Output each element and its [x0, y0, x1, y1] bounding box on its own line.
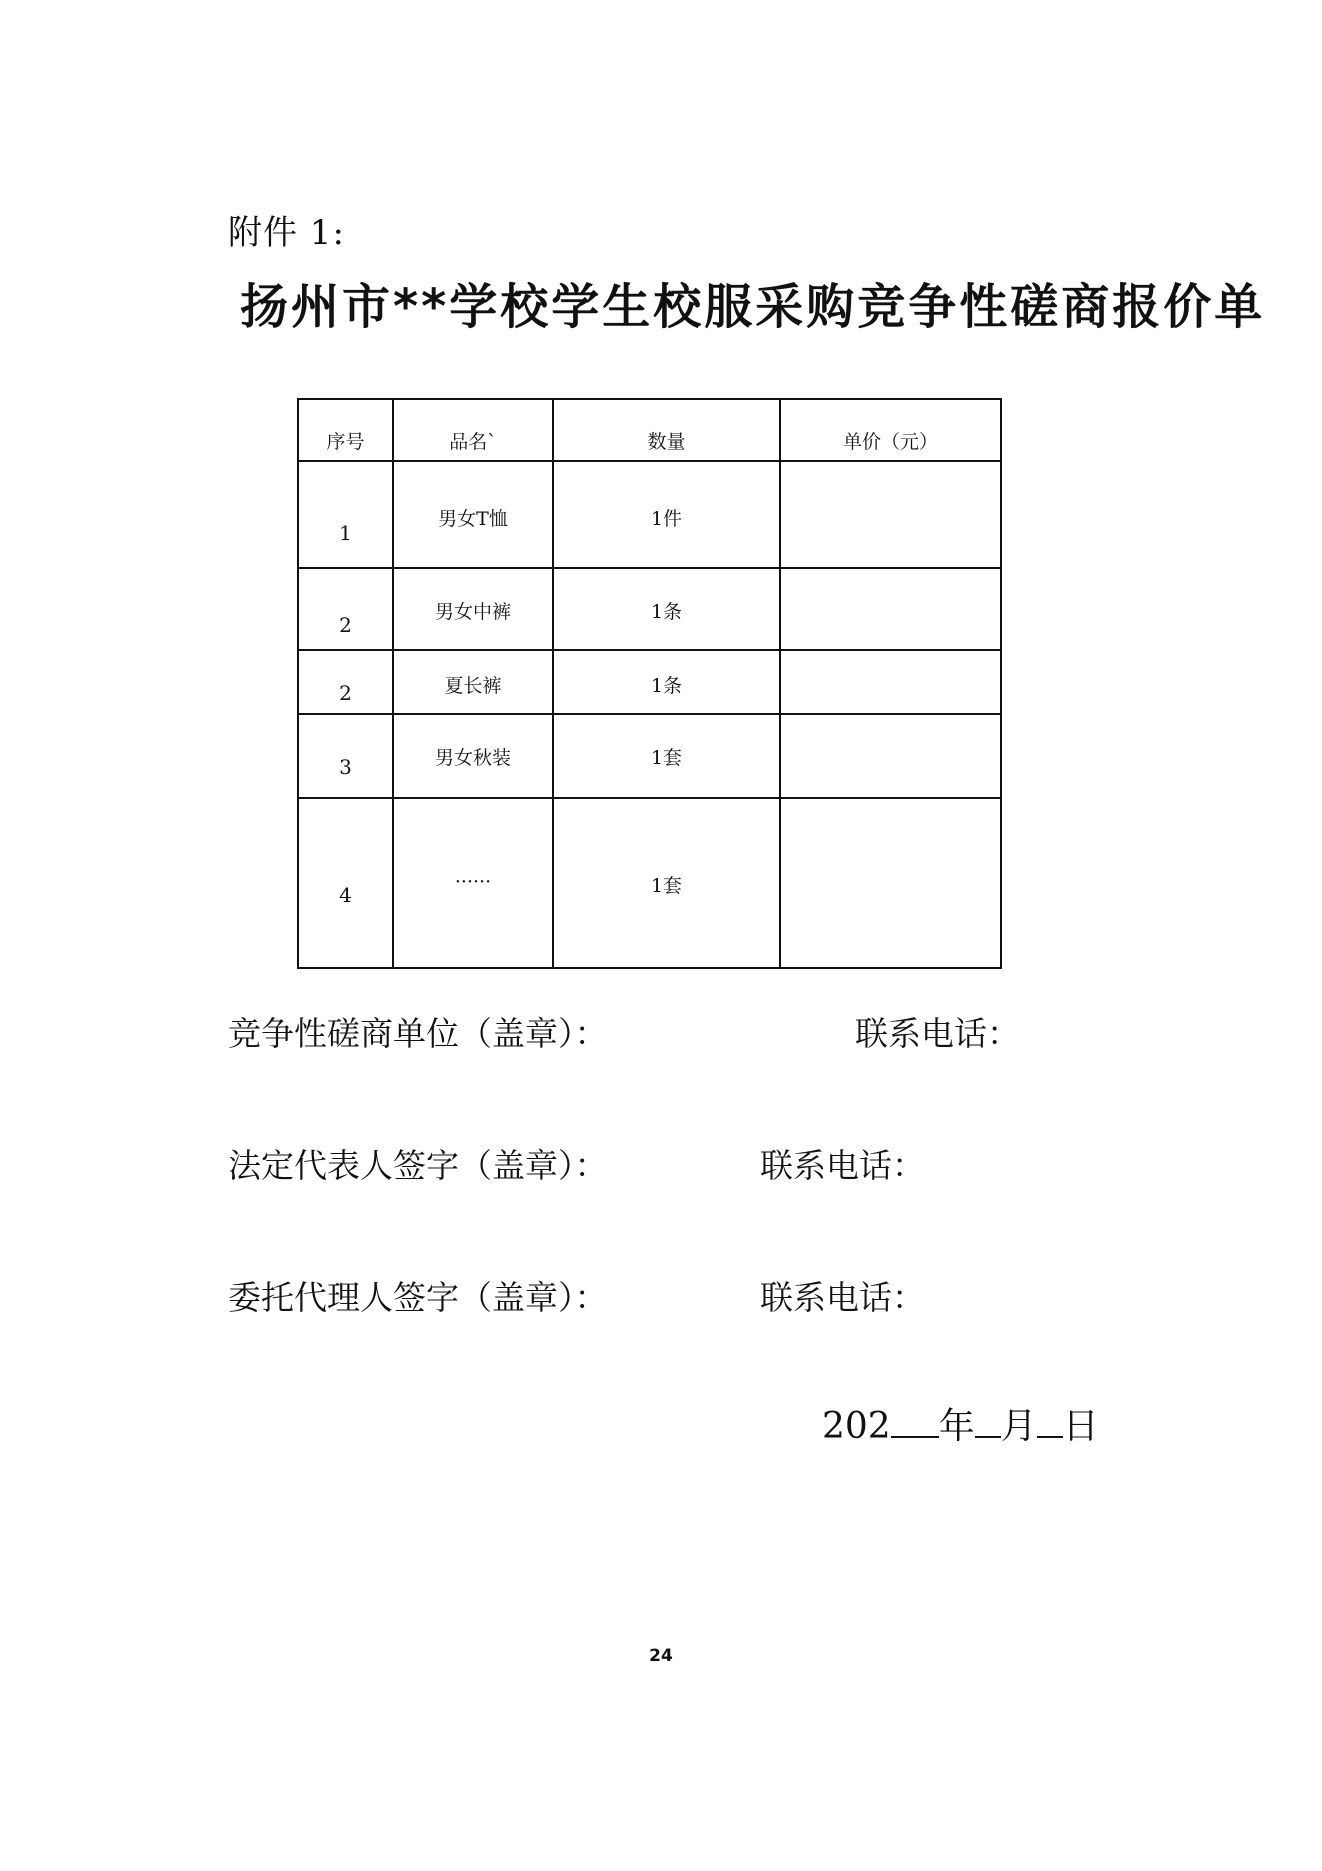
seq-cell [298, 650, 393, 714]
header-seq: 序号 [298, 399, 393, 461]
item-name-cell [393, 650, 553, 714]
legal-representative-phone-label: 联系电话： [760, 1146, 925, 1185]
quantity-cell [553, 650, 780, 714]
day-unit: 日 [1062, 1406, 1099, 1447]
quantity-value: 1件 [650, 508, 683, 530]
authorized-agent-phone-label: 联系电话： [760, 1278, 925, 1317]
quantity-value: 1条 [650, 601, 683, 623]
quantity-value: 1套 [650, 875, 683, 897]
quantity-cell [553, 798, 780, 968]
page-number: 24 [649, 1646, 673, 1666]
item-name-value: 夏长裤 [444, 675, 502, 697]
quantity-value: 1条 [650, 675, 683, 697]
negotiating-unit-phone-label: 联系电话： [855, 1014, 1020, 1053]
unit-price-cell[interactable] [780, 650, 1001, 714]
header-unit-price: 单价（元） [780, 399, 1001, 461]
seq-value: 2 [339, 681, 352, 705]
unit-price-cell[interactable] [780, 461, 1001, 568]
item-name-cell [393, 714, 553, 798]
month-unit: 月 [1000, 1406, 1037, 1447]
quantity-cell [553, 461, 780, 568]
table-row [298, 714, 1001, 798]
quantity-cell [553, 568, 780, 650]
year-unit: 年 [938, 1406, 975, 1447]
seq-cell [298, 568, 393, 650]
year-prefix: 202 [822, 1406, 891, 1447]
table-row [298, 461, 1001, 568]
table-row [298, 650, 1001, 714]
unit-price-cell[interactable] [780, 714, 1001, 798]
seq-value: 3 [339, 755, 352, 779]
unit-price-cell[interactable] [780, 798, 1001, 968]
day-blank [1037, 1406, 1063, 1438]
year-blank [891, 1406, 939, 1438]
table-row [298, 798, 1001, 968]
item-name-cell [393, 461, 553, 568]
item-name-value: ······ [454, 871, 492, 893]
table-row [298, 568, 1001, 650]
quantity-cell [553, 714, 780, 798]
negotiating-unit-label: 竞争性磋商单位（盖章）： [228, 1014, 608, 1053]
document-title: 扬州市**学校学生校服采购竞争性磋商报价单 [240, 279, 1266, 335]
seq-cell [298, 714, 393, 798]
item-name-value: 男女中裤 [434, 601, 511, 623]
unit-price-cell[interactable] [780, 568, 1001, 650]
table-header-row [298, 399, 1001, 461]
quotation-table [297, 398, 1002, 969]
seq-cell [298, 461, 393, 568]
seq-value: 4 [339, 883, 352, 907]
month-blank [975, 1406, 1001, 1438]
attachment-label: 附件 1: [228, 213, 345, 253]
authorized-agent-label: 委托代理人签字（盖章）： [228, 1278, 608, 1317]
seq-value: 2 [339, 613, 352, 637]
seq-cell [298, 798, 393, 968]
item-name-value: 男女秋装 [434, 747, 511, 769]
item-name-cell [393, 798, 553, 968]
seq-value: 1 [339, 521, 352, 545]
legal-representative-label: 法定代表人签字（盖章）： [228, 1146, 608, 1185]
item-name-cell [393, 568, 553, 650]
item-name-value: 男女T恤 [438, 508, 508, 530]
header-item-name: 品名` [393, 399, 553, 461]
quantity-value: 1套 [650, 747, 683, 769]
header-quantity: 数量 [553, 399, 780, 461]
date-line [822, 1398, 1099, 1449]
